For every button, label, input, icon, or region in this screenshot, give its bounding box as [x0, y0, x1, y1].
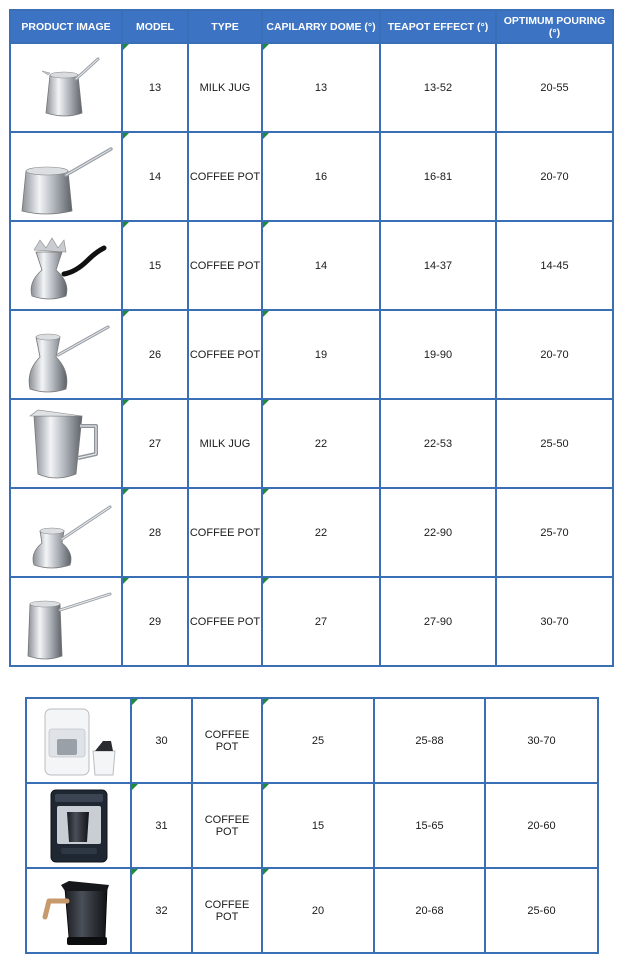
machine-table	[25, 697, 599, 954]
dome-cell: 19	[262, 310, 380, 399]
milk-jug-small-icon	[26, 53, 106, 123]
header-teapot-effect: TEAPOT EFFECT (°)	[380, 10, 496, 43]
coffee-pot-round-icon	[16, 493, 116, 573]
header-product-image: PRODUCT IMAGE	[10, 10, 122, 43]
type-cell: COFFEE POT	[188, 221, 262, 310]
milk-pitcher-icon	[16, 404, 116, 484]
product-image-cell	[26, 868, 131, 953]
model-cell: 30	[131, 698, 192, 783]
type-cell: COFFEE POT	[188, 310, 262, 399]
teapot-cell: 27-90	[380, 577, 496, 666]
table-row	[10, 310, 613, 399]
pouring-cell: 30-70	[485, 698, 598, 783]
type-cell: COFFEE POT	[188, 132, 262, 221]
header-type: TYPE	[188, 10, 262, 43]
table-row	[10, 399, 613, 488]
table-row	[26, 698, 598, 783]
type-cell: COFFEE POT	[192, 698, 262, 783]
model-cell: 14	[122, 132, 188, 221]
coffee-pot-straight-icon	[16, 582, 116, 662]
dome-cell: 22	[262, 399, 380, 488]
pouring-cell: 14-45	[496, 221, 613, 310]
dome-cell: 14	[262, 221, 380, 310]
dome-cell: 13	[262, 43, 380, 132]
product-table	[9, 9, 614, 667]
type-cell: MILK JUG	[188, 399, 262, 488]
dome-cell: 27	[262, 577, 380, 666]
product-image-cell	[10, 132, 122, 221]
black-electric-pot-icon	[31, 871, 127, 951]
product-image-cell	[10, 221, 122, 310]
dome-cell: 20	[262, 868, 374, 953]
dark-coffee-machine-icon	[31, 786, 127, 866]
teapot-cell: 13-52	[380, 43, 496, 132]
product-image-cell	[10, 488, 122, 577]
teapot-cell: 22-53	[380, 399, 496, 488]
teapot-cell: 22-90	[380, 488, 496, 577]
product-image-cell	[10, 577, 122, 666]
coffee-pot-wide-icon	[16, 137, 116, 217]
pouring-cell: 20-55	[496, 43, 613, 132]
teapot-cell: 25-88	[374, 698, 485, 783]
table-row	[10, 43, 613, 132]
type-cell: COFFEE POT	[188, 488, 262, 577]
pouring-cell: 20-70	[496, 310, 613, 399]
model-cell: 29	[122, 577, 188, 666]
teapot-cell: 16-81	[380, 132, 496, 221]
dome-cell: 22	[262, 488, 380, 577]
header-optimum-pouring: OPTIMUM POURING (°)	[496, 10, 613, 43]
type-cell: COFFEE POT	[192, 783, 262, 868]
dome-cell: 25	[262, 698, 374, 783]
table-row	[10, 488, 613, 577]
product-image-cell	[26, 698, 131, 783]
type-cell: MILK JUG	[188, 43, 262, 132]
table-row	[10, 132, 613, 221]
pouring-cell: 30-70	[496, 577, 613, 666]
model-cell: 31	[131, 783, 192, 868]
pouring-cell: 25-50	[496, 399, 613, 488]
model-cell: 28	[122, 488, 188, 577]
dome-cell: 15	[262, 783, 374, 868]
pouring-cell: 20-60	[485, 783, 598, 868]
model-cell: 15	[122, 221, 188, 310]
type-cell: COFFEE POT	[192, 868, 262, 953]
pouring-cell: 20-70	[496, 132, 613, 221]
table-header-row	[10, 10, 613, 43]
model-cell: 32	[131, 868, 192, 953]
teapot-cell: 20-68	[374, 868, 485, 953]
product-image-cell	[10, 43, 122, 132]
white-coffee-machine-icon	[31, 701, 127, 781]
product-image-cell	[10, 399, 122, 488]
model-cell: 13	[122, 43, 188, 132]
coffee-pot-black-handle-icon	[16, 226, 116, 306]
table-row	[26, 783, 598, 868]
model-cell: 27	[122, 399, 188, 488]
teapot-cell: 15-65	[374, 783, 485, 868]
coffee-pot-tall-icon	[16, 315, 116, 395]
product-image-cell	[10, 310, 122, 399]
header-model: MODEL	[122, 10, 188, 43]
type-cell: COFFEE POT	[188, 577, 262, 666]
header-capilarry-dome: CAPILARRY DOME (°)	[262, 10, 380, 43]
pouring-cell: 25-60	[485, 868, 598, 953]
teapot-cell: 19-90	[380, 310, 496, 399]
pouring-cell: 25-70	[496, 488, 613, 577]
product-image-cell	[26, 783, 131, 868]
table-row	[10, 577, 613, 666]
model-cell: 26	[122, 310, 188, 399]
dome-cell: 16	[262, 132, 380, 221]
teapot-cell: 14-37	[380, 221, 496, 310]
table-row	[10, 221, 613, 310]
table-row	[26, 868, 598, 953]
